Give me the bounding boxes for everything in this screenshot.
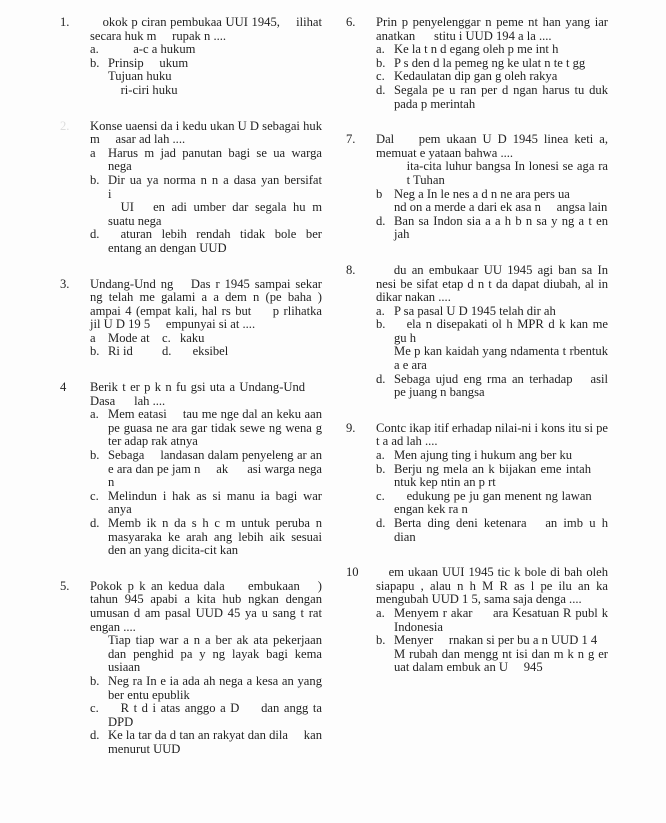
- option: [90, 174, 322, 201]
- question-1: [60, 16, 322, 98]
- option-text: Neg a In le nes a d n ne ara pers ua: [394, 186, 570, 201]
- option: [376, 305, 608, 319]
- question-number: 7.: [346, 132, 356, 147]
- question-2: [60, 120, 322, 256]
- option-text: Ban sa Indon sia a a h b n sa y ng a t en jah: [394, 213, 608, 242]
- right-column: [346, 12, 608, 675]
- option-letter: a.: [376, 605, 385, 620]
- option-text: a-c a hukum: [108, 42, 196, 57]
- option-text: Tujuan huku: [108, 69, 185, 84]
- option-text: Menyem r akar ara Kesatuan R publ k Indonesia: [394, 605, 608, 634]
- option: [376, 449, 608, 463]
- option-text: Prinsip ukum: [108, 55, 189, 70]
- option-list: [376, 43, 608, 111]
- option-list: [90, 43, 322, 97]
- option-text: kaku: [180, 330, 205, 345]
- option-letter: d.: [90, 728, 100, 743]
- option-text: M rubah dan mengg nt isi dan m k n g er uat dalam embuk an U 945: [394, 646, 608, 675]
- option-text: Dir ua ya norma n n a dasa yan bersifat i: [108, 172, 322, 201]
- option-letter: d.: [376, 82, 386, 97]
- option-letter: c.: [162, 330, 171, 345]
- option: [376, 43, 608, 57]
- option: [376, 648, 608, 675]
- question-4: [60, 381, 322, 558]
- option-letter: d.: [90, 227, 100, 242]
- option-grid: [90, 332, 322, 359]
- option: [90, 228, 322, 255]
- option-letter: b.: [90, 448, 100, 463]
- option-text: Men ajung ting i hukum ang ber ku: [394, 448, 573, 463]
- option-letter: b.: [376, 633, 386, 648]
- option-list: [376, 305, 608, 400]
- option-letter: d.: [376, 213, 386, 228]
- option: [376, 634, 608, 648]
- option-text: Menyer rnakan si per bu a n UUD 1 4: [394, 633, 598, 648]
- option: [376, 463, 608, 490]
- option-letter: b.: [90, 344, 100, 359]
- question-number: 4: [60, 380, 67, 395]
- left-column: [60, 12, 322, 757]
- option: [376, 84, 608, 111]
- option: [90, 634, 322, 675]
- option: [90, 201, 322, 228]
- option-text: P s den d la pemeg ng ke ulat n te t gg: [394, 55, 586, 70]
- option: [376, 160, 608, 187]
- option: [376, 201, 608, 215]
- option-letter: d.: [162, 344, 172, 359]
- question-number: 8.: [346, 262, 356, 277]
- option-text: Sebaga ujud eng rma an terhadap asil pe juang n bangsa: [394, 371, 608, 400]
- option-list: [90, 634, 322, 756]
- option-text: Segala pe u ran per d ngan harus tu duk pada p merintah: [394, 82, 608, 111]
- option: [376, 70, 608, 84]
- option-text: Melindun i hak as si manu ia bagi war anya: [108, 488, 322, 517]
- option-letter: a.: [376, 42, 385, 57]
- option: [376, 188, 608, 202]
- option-text: Kedaulatan dip gan g oleh rakya: [394, 69, 558, 84]
- question-stem: Pokok p k an kedua dala embukaan ) tahun 945 apabi a kita hub ngkan dengan umusan d am pasal UUD 45 ya u sang t rat engan ....: [90, 578, 322, 634]
- question-number: 5.: [60, 578, 70, 593]
- option-text: Memb ik n da s h c m untuk peruba n masyaraka ke arah ang lebih aik sesuai den an yang dicita-cit kan: [108, 516, 322, 558]
- option-text: Me p kan kaidah yang ndamenta t rbentuk a e ara: [394, 344, 608, 373]
- option-text: Ri id: [108, 344, 133, 359]
- option-letter: b.: [376, 317, 386, 332]
- option-text: Berta ding deni ketenara an imb u h dian: [394, 516, 608, 544]
- question-10: [346, 566, 608, 675]
- option-text: Mem eatasi tau me nge dal an keku aan pe guasa ne ara gar tidak sewe ng wena g ter adap rak atnya: [108, 407, 322, 449]
- question-number: 2.: [60, 118, 70, 133]
- option: [90, 517, 322, 558]
- question-number: 6.: [346, 15, 356, 29]
- option-text: edukung pe ju gan menent ng lawan engan kek ra n: [394, 488, 608, 517]
- option: [90, 147, 322, 174]
- option: [90, 57, 322, 71]
- option: [90, 675, 322, 702]
- option-text: UI en adi umber dar segala hu m suatu nega: [108, 200, 322, 228]
- option: [90, 43, 322, 57]
- option-text: Ke la tar da d tan an rakyat dan dila kan menurut UUD: [108, 728, 322, 756]
- option-letter: b.: [90, 673, 100, 688]
- option-list: [376, 449, 608, 544]
- question-stem: okok p ciran pembukaa UUI 1945, ilihat secara huk m rupak n ....: [90, 15, 322, 43]
- option-letter: d.: [376, 371, 386, 386]
- option-letter: b.: [376, 461, 386, 476]
- option: [376, 607, 608, 634]
- question-stem: Contc ikap itif erhadap nilai-ni i kons itu si pe t a ad lah ....: [376, 420, 608, 449]
- option: [90, 70, 322, 84]
- option-letter: a.: [90, 42, 99, 57]
- option-text: Berju ng mela an k bijakan eme intah ntuk kep ntin an p rt: [394, 461, 608, 490]
- option-list: [376, 160, 608, 242]
- question-stem: em ukaan UUI 1945 tic k bole di bah oleh siapapu , alau n h M R as l pe ilu an ka mengubah UUD 1 5, sama saja denga ....: [376, 565, 608, 607]
- option-letter: c.: [376, 488, 385, 503]
- question-number: 1.: [60, 15, 70, 29]
- option-list: [90, 147, 322, 256]
- option: [376, 373, 608, 400]
- option-text: Ke la t n d egang oleh p me int h: [394, 42, 559, 57]
- option: [90, 332, 162, 346]
- option-letter: a.: [90, 407, 99, 422]
- option-list: [90, 408, 322, 558]
- question-stem: du an embukaar UU 1945 agi ban sa In nesi be sifat etap d n t da dapat diubah, al in dikar nakan ....: [376, 262, 608, 305]
- option-letter: a: [90, 330, 96, 345]
- option-text: ita-cita luhur bangsa In lonesi se aga ra t Tuhan: [394, 159, 608, 187]
- option-letter: c.: [90, 488, 99, 503]
- option-list: [376, 607, 608, 675]
- option: [90, 729, 322, 756]
- question-6: [346, 16, 608, 111]
- option-letter: b.: [376, 55, 386, 70]
- option: [376, 318, 608, 345]
- option-text: R t d i atas anggo a D dan angg ta DPD: [108, 701, 322, 729]
- option: [376, 517, 608, 544]
- option: [90, 408, 322, 449]
- option-letter: a: [90, 145, 96, 160]
- option: [162, 345, 242, 359]
- option: [376, 490, 608, 517]
- option-letter: b: [376, 186, 383, 201]
- option-text: Neg ra In e ia ada ah nega a kesa an yang ber entu epublik: [108, 673, 322, 702]
- option-text: aturan lebih rendah tidak bole ber entang an dengan UUD: [108, 227, 322, 255]
- question-stem: Prin p penyelenggar n peme nt han yang iar anatkan stitu i UUD 194 a la ....: [376, 15, 608, 43]
- question-5: [60, 580, 322, 757]
- option-letter: d.: [376, 516, 386, 530]
- option-text: Tiap tiap war a n a ber ak ata pekerjaan dan penghid pa y ng layak bagi kema usiaan: [108, 633, 322, 675]
- option: [376, 57, 608, 71]
- question-stem: Dal pem ukaan U D 1945 linea keti a, memuat e yataan bahwa ....: [376, 132, 608, 160]
- option-text: eksibel: [180, 344, 229, 359]
- question-stem: Konse uaensi da i kedu ukan U D sebagai huk m asar ad lah ....: [90, 118, 322, 147]
- question-number: 10: [346, 565, 359, 580]
- option: [376, 215, 608, 242]
- option-text: ri-ciri huku: [108, 82, 191, 97]
- option-text: Mode at: [108, 330, 150, 345]
- option: [90, 449, 322, 490]
- option-text: P sa pasal U D 1945 telah dir ah: [394, 303, 556, 318]
- question-stem: Undang-Und ng Das r 1945 sampai sekar ng telah me galami a a dem n (pe baha ) ampai 4 (empat kali, hal rs but p rlihatka jil U D 19 5 empunyai si at ....: [90, 276, 322, 332]
- question-stem: Berik t er p k n fu gsi uta a Undang-Und Dasa lah ....: [90, 380, 322, 408]
- option-text: nd on a merde a dari ek asa n angsa lain: [394, 200, 608, 215]
- question-7: [346, 133, 608, 242]
- option: [90, 84, 322, 98]
- option: [90, 490, 322, 517]
- question-number: 9.: [346, 420, 356, 435]
- option: [90, 702, 322, 729]
- question-9: [346, 422, 608, 544]
- option-text: ela n disepakati ol h MPR d k kan me gu h: [394, 317, 608, 345]
- option-letter: c.: [90, 701, 99, 716]
- option-letter: a.: [376, 303, 385, 318]
- option-letter: b.: [90, 55, 100, 70]
- option: [376, 345, 608, 372]
- question-8: [346, 264, 608, 400]
- question-number: 3.: [60, 276, 70, 291]
- question-3: [60, 278, 322, 360]
- option-letter: a.: [376, 448, 385, 463]
- option: [90, 345, 162, 359]
- option-text: Harus m jad panutan bagi se ua warga nega: [108, 145, 322, 174]
- option: [162, 332, 242, 346]
- option-letter: c.: [376, 69, 385, 84]
- option-letter: b.: [90, 172, 100, 187]
- option-text: Sebaga landasan dalam penyeleng ar an e ara dan pe jam n ak asi warga nega n: [108, 448, 322, 490]
- option-letter: d.: [90, 516, 100, 530]
